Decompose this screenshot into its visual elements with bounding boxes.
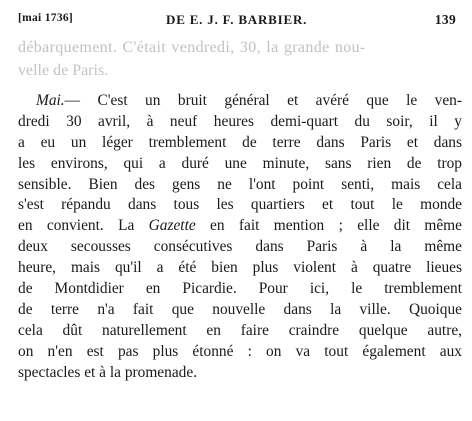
faded-line-2: velle de Paris. (18, 62, 109, 79)
page-number: 139 (434, 12, 456, 27)
paragraph-line-1-text: — C'est un bruit général et avéré que le ven- (64, 92, 462, 109)
paragraph-line-5: sensible. Bien des gens ne l'ont point senti, mais cela (18, 175, 462, 193)
paragraph-line-13: on n'en est pas plus étonné : on va tout également aux (18, 342, 462, 360)
paragraph-line-3: a eu un léger tremblement de terre dans Paris et dans (18, 133, 462, 151)
paragraph-line-10: de Montdidier en Picardie. Pour ici, le tremblement (18, 280, 462, 298)
running-head-title: DE E. J. F. BARBIER. (166, 12, 308, 27)
lead-word: Mai. (36, 92, 65, 109)
paragraph-line-12: cela dût naturellement en faire craindre quelque autre, (18, 321, 462, 339)
paragraph-line-2: dredi 30 avril, à neuf heures demi-quart du soir, il y (18, 112, 462, 130)
main-paragraph (18, 91, 462, 383)
paragraph-line-1 (18, 91, 462, 112)
running-head-date: [mai 1736] (18, 12, 74, 24)
paragraph-line-11: de terre n'a fait que nouvelle dans la ville. Quoique (18, 300, 462, 318)
paragraph-line-6: s'est répandu dans tous les quartiers et tout le monde (18, 196, 462, 214)
running-head (18, 12, 462, 32)
paragraph-line-14: spectacles et à la promenade. (18, 363, 198, 381)
paragraph-line-7-head: en convient. La (18, 217, 149, 235)
faded-line-1: débarquement. C'était vendredi, 30, la grande nou- (18, 39, 366, 56)
paragraph-line-7 (18, 216, 462, 237)
faded-previous-text (18, 36, 456, 82)
paragraph-line-8: deux secousses consécutives dans Paris à la même (18, 238, 462, 256)
paragraph-line-7-tail: en fait mention ; elle dit même (195, 217, 462, 235)
paragraph-line-4: les environs, qui a duré une minute, sans rien de trop (18, 154, 462, 172)
paragraph-line-9: heure, mais qu'il a été bien plus violent à quatre lieues (18, 259, 462, 277)
gazette-word: Gazette (148, 217, 196, 235)
